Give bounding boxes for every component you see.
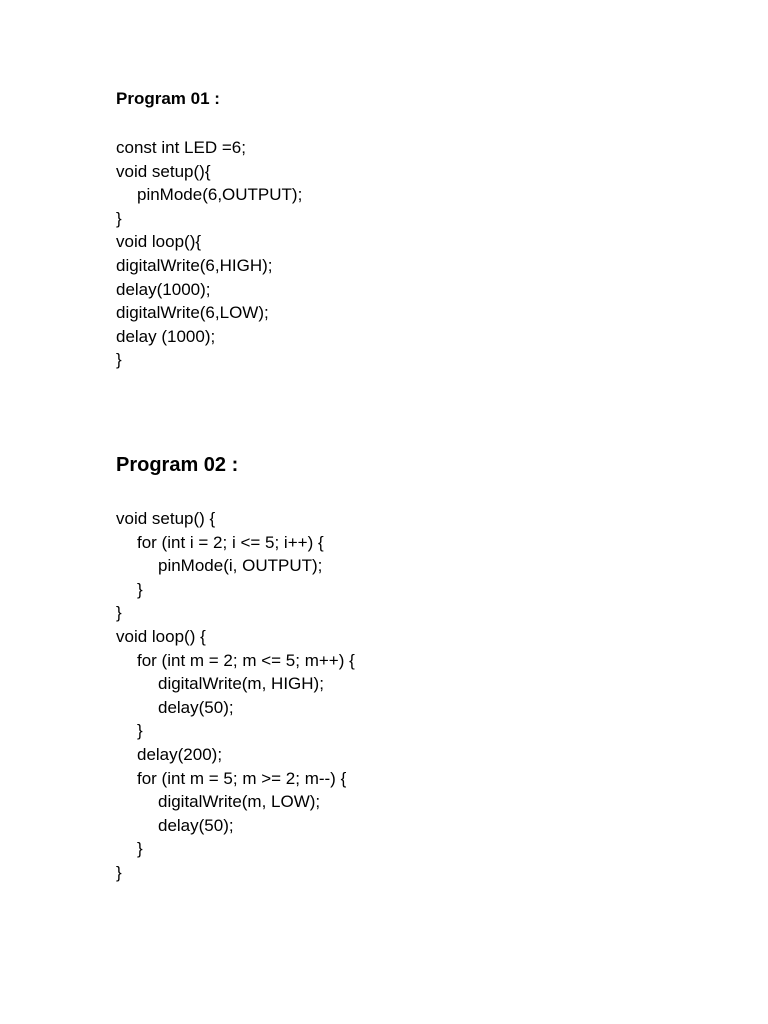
- code-line: digitalWrite(m, LOW);: [158, 792, 321, 812]
- code-line: void setup(){: [116, 161, 211, 181]
- code-line: }: [137, 839, 143, 859]
- code-line: pinMode(6,OUTPUT);: [137, 185, 303, 205]
- code-line: digitalWrite(6,LOW);: [116, 303, 269, 323]
- code-line: pinMode(i, OUTPUT);: [158, 556, 323, 576]
- code-line: for (int m = 2; m <= 5; m++) {: [137, 650, 355, 670]
- code-line: }: [116, 208, 122, 228]
- code-line: delay(50);: [158, 815, 234, 835]
- code-line: digitalWrite(m, HIGH);: [158, 674, 324, 694]
- code-line: void setup() {: [116, 509, 216, 528]
- code-line: }: [116, 350, 122, 370]
- program-01-heading: Program 01 :: [116, 89, 220, 108]
- code-line: void loop() {: [116, 626, 206, 646]
- code-line: delay(50);: [158, 697, 234, 717]
- code-line: delay(200);: [137, 744, 223, 764]
- code-line: const int LED =6;: [116, 138, 246, 157]
- code-line: }: [116, 862, 122, 882]
- program-02-heading: Program 02 :: [116, 454, 239, 476]
- code-line: }: [137, 721, 143, 741]
- code-line: delay (1000);: [116, 326, 216, 346]
- code-line: void loop(){: [116, 232, 202, 252]
- code-line: delay(1000);: [116, 279, 211, 299]
- code-line: for (int i = 2; i <= 5; i++) {: [137, 532, 324, 552]
- code-line: for (int m = 5; m >= 2; m--) {: [137, 768, 347, 788]
- program-01-code: [116, 136, 302, 372]
- code-line: digitalWrite(6,HIGH);: [116, 255, 273, 275]
- code-line: }: [116, 603, 122, 623]
- program-02-code: [116, 507, 355, 885]
- code-line: }: [137, 579, 143, 599]
